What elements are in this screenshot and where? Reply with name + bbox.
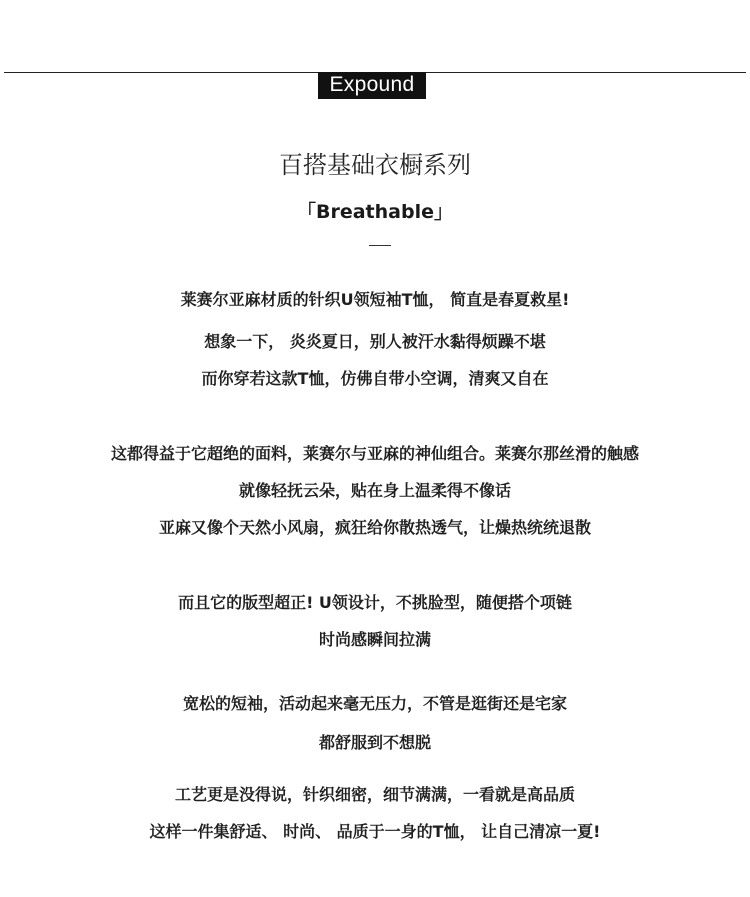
collection-subtitle: 「Breathable」 [297,201,453,223]
intro-line: 莱赛尔亚麻材质的针织U领短袖T恤， 简直是春夏救星! [180,290,570,309]
brand-tag: Expound [318,72,426,99]
paragraph-3-line-2: 时尚感瞬间拉满 [318,630,431,649]
paragraph-5-line-1: 工艺更是没得说，针织细密，细节满满，一看就是高品质 [174,785,575,804]
paragraph-4-line-1: 宽松的短袖，活动起来毫无压力，不管是逛街还是宅家 [182,694,567,713]
paragraph-4-line-2: 都舒服到不想脱 [318,733,431,752]
paragraph-1-line-1: 想象一下， 炎炎夏日，别人被汗水黏得烦躁不堪 [204,332,546,351]
paragraph-1-line-2: 而你穿若这款T恤，仿佛自带小空调，清爽又自在 [201,369,549,388]
paragraph-5-line-2: 这样一件集舒适、 时尚、 品质于一身的T恤， 让自己清凉一夏! [149,822,601,841]
paragraph-2-line-3: 亚麻又像个天然小风扇，疯狂给你散热透气，让燥热统统退散 [158,518,591,537]
short-divider [369,245,391,246]
collection-title: 百搭基础衣橱系列 [279,151,471,179]
paragraph-3-line-1: 而且它的版型超正! U领设计，不挑脸型，随便搭个项链 [178,593,572,612]
paragraph-2-line-2: 就像轻抚云朵，贴在身上温柔得不像话 [238,481,511,500]
paragraph-2-line-1: 这都得益于它超绝的面料，莱赛尔与亚麻的神仙组合。莱赛尔那丝滑的触感 [110,444,639,463]
